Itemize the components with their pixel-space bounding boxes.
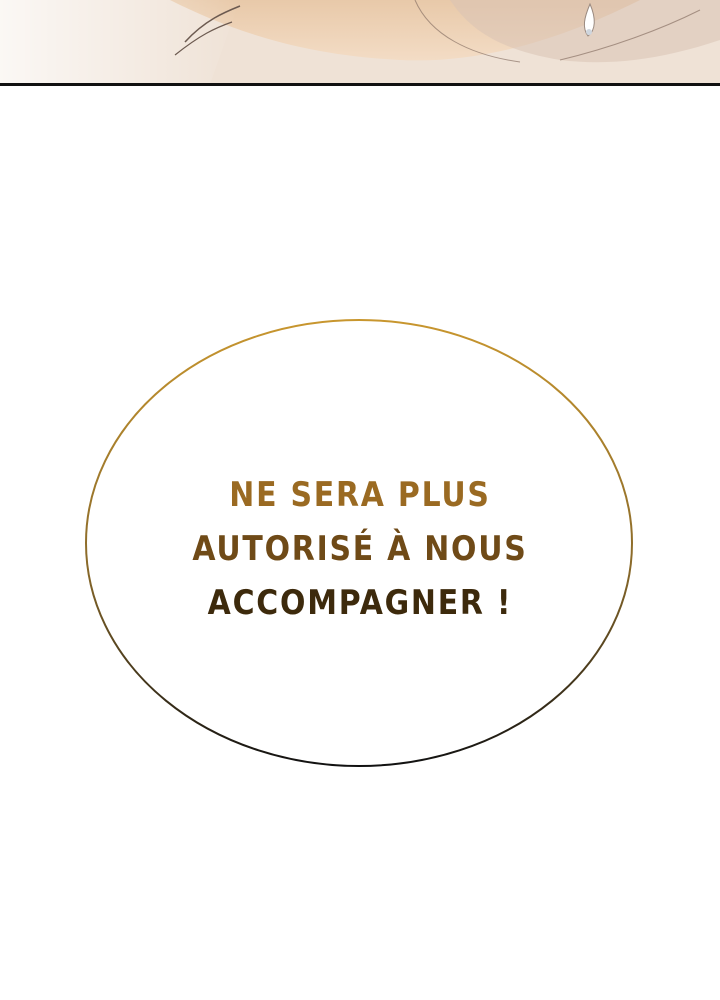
speech-bubble-text: [175, 468, 545, 630]
speech-line-2: AUTORISÉ À NOUS: [192, 529, 528, 569]
speech-line-1: NE SERA PLUS: [229, 475, 491, 515]
speech-line-3: ACCOMPAGNER !: [207, 583, 513, 623]
